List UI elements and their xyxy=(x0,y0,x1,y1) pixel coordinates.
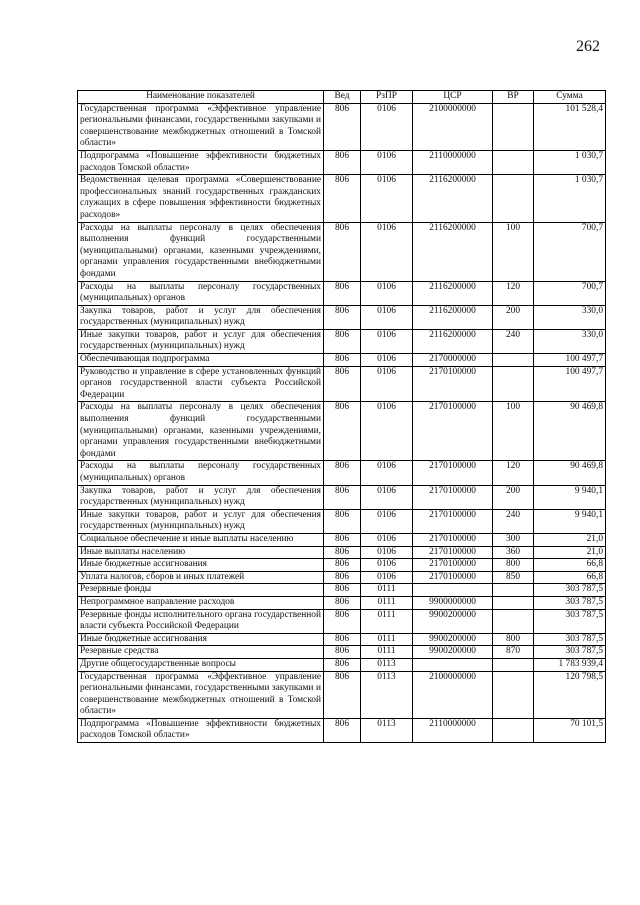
table-row xyxy=(78,584,606,597)
table-row xyxy=(78,402,606,461)
cell-csr: 2116200000 xyxy=(413,329,493,353)
cell-ved: 806 xyxy=(324,485,361,509)
cell-rzpr: 0106 xyxy=(361,366,413,402)
header-rzpr: РзПР xyxy=(361,91,413,104)
cell-rzpr: 0106 xyxy=(361,533,413,546)
cell-vr xyxy=(493,658,534,671)
table-row xyxy=(78,658,606,671)
cell-rzpr: 0111 xyxy=(361,596,413,609)
table-row xyxy=(78,366,606,402)
cell-ved: 806 xyxy=(324,329,361,353)
header-sum: Сумма xyxy=(534,91,606,104)
cell-rzpr: 0106 xyxy=(361,281,413,305)
cell-sum: 9 940,1 xyxy=(534,509,606,533)
cell-name: Ведомственная целевая программа «Совершенствование профессиональных знаний государственных гражданских служащих в сфере повышения эффективности бюджетных расходов» xyxy=(78,175,324,222)
cell-name: Резервные фонды исполнительного органа государственной власти субъекта Российской Федерации xyxy=(78,609,324,633)
cell-ved: 806 xyxy=(324,546,361,559)
cell-sum: 66,8 xyxy=(534,559,606,572)
cell-vr: 200 xyxy=(493,485,534,509)
cell-rzpr: 0106 xyxy=(361,402,413,461)
cell-csr: 9900200000 xyxy=(413,609,493,633)
table-row xyxy=(78,281,606,305)
cell-csr: 2116200000 xyxy=(413,305,493,329)
table-row xyxy=(78,509,606,533)
cell-csr: 9900200000 xyxy=(413,633,493,646)
cell-sum: 9 940,1 xyxy=(534,485,606,509)
cell-sum: 303 787,5 xyxy=(534,596,606,609)
cell-name: Расходы на выплаты персоналу государственных (муниципальных) органов xyxy=(78,461,324,485)
table-row xyxy=(78,571,606,584)
table-row xyxy=(78,305,606,329)
cell-rzpr: 0113 xyxy=(361,671,413,718)
cell-sum: 101 528,4 xyxy=(534,103,606,150)
cell-sum: 330,0 xyxy=(534,329,606,353)
cell-sum: 70 101,5 xyxy=(534,718,606,742)
cell-vr: 240 xyxy=(493,329,534,353)
cell-ved: 806 xyxy=(324,222,361,281)
header-csr: ЦСР xyxy=(413,91,493,104)
cell-rzpr: 0113 xyxy=(361,718,413,742)
cell-ved: 806 xyxy=(324,633,361,646)
cell-rzpr: 0106 xyxy=(361,305,413,329)
cell-csr: 2116200000 xyxy=(413,175,493,222)
cell-sum: 700,7 xyxy=(534,222,606,281)
cell-vr: 240 xyxy=(493,509,534,533)
cell-rzpr: 0106 xyxy=(361,329,413,353)
table-row xyxy=(78,671,606,718)
cell-csr: 2170000000 xyxy=(413,354,493,367)
cell-vr: 800 xyxy=(493,633,534,646)
table-row xyxy=(78,354,606,367)
cell-ved: 806 xyxy=(324,658,361,671)
cell-sum: 21,0 xyxy=(534,546,606,559)
cell-rzpr: 0106 xyxy=(361,571,413,584)
cell-rzpr: 0106 xyxy=(361,222,413,281)
cell-vr xyxy=(493,150,534,174)
cell-ved: 806 xyxy=(324,596,361,609)
cell-csr: 2170100000 xyxy=(413,509,493,533)
cell-csr: 2170100000 xyxy=(413,559,493,572)
cell-name: Расходы на выплаты персоналу в целях обеспечения выполнения функций государственными (муниципальными) органами, казенными учреждениями, органами управления государственными внебюджетными фондами xyxy=(78,222,324,281)
cell-vr xyxy=(493,584,534,597)
cell-vr: 360 xyxy=(493,546,534,559)
cell-csr xyxy=(413,584,493,597)
cell-sum: 303 787,5 xyxy=(534,633,606,646)
cell-rzpr: 0111 xyxy=(361,633,413,646)
cell-csr: 2170100000 xyxy=(413,366,493,402)
cell-csr: 2170100000 xyxy=(413,485,493,509)
cell-vr xyxy=(493,609,534,633)
cell-ved: 806 xyxy=(324,533,361,546)
cell-rzpr: 0111 xyxy=(361,646,413,659)
cell-ved: 806 xyxy=(324,609,361,633)
cell-name: Расходы на выплаты персоналу государственных (муниципальных) органов xyxy=(78,281,324,305)
cell-sum: 1 030,7 xyxy=(534,175,606,222)
cell-csr: 9900200000 xyxy=(413,646,493,659)
cell-sum: 303 787,5 xyxy=(534,609,606,633)
table-row xyxy=(78,596,606,609)
table-row xyxy=(78,103,606,150)
header-ved: Вед xyxy=(324,91,361,104)
cell-ved: 806 xyxy=(324,150,361,174)
cell-csr: 2170100000 xyxy=(413,402,493,461)
cell-name: Непрограммное направление расходов xyxy=(78,596,324,609)
cell-csr: 2170100000 xyxy=(413,533,493,546)
cell-sum: 1 783 939,4 xyxy=(534,658,606,671)
cell-name: Социальное обеспечение и иные выплаты населению xyxy=(78,533,324,546)
cell-csr: 2116200000 xyxy=(413,281,493,305)
cell-name: Подпрограмма «Повышение эффективности бюджетных расходов Томской области» xyxy=(78,150,324,174)
cell-ved: 806 xyxy=(324,646,361,659)
cell-ved: 806 xyxy=(324,175,361,222)
cell-vr: 300 xyxy=(493,533,534,546)
table-row xyxy=(78,533,606,546)
cell-rzpr: 0106 xyxy=(361,175,413,222)
cell-csr: 2100000000 xyxy=(413,671,493,718)
cell-name: Иные бюджетные ассигнования xyxy=(78,633,324,646)
cell-rzpr: 0111 xyxy=(361,584,413,597)
cell-vr xyxy=(493,175,534,222)
cell-name: Руководство и управление в сфере установленных функций органов государственной власти субъекта Российской Федерации xyxy=(78,366,324,402)
cell-vr: 100 xyxy=(493,222,534,281)
cell-ved: 806 xyxy=(324,281,361,305)
cell-rzpr: 0106 xyxy=(361,150,413,174)
header-name: Наименование показателей xyxy=(78,91,324,104)
cell-sum: 330,0 xyxy=(534,305,606,329)
cell-rzpr: 0111 xyxy=(361,609,413,633)
cell-name: Другие общегосударственные вопросы xyxy=(78,658,324,671)
cell-vr: 850 xyxy=(493,571,534,584)
cell-sum: 66,8 xyxy=(534,571,606,584)
table-row xyxy=(78,718,606,742)
cell-ved: 806 xyxy=(324,461,361,485)
cell-vr xyxy=(493,366,534,402)
table-row xyxy=(78,633,606,646)
cell-sum: 303 787,5 xyxy=(534,584,606,597)
cell-sum: 1 030,7 xyxy=(534,150,606,174)
table-row xyxy=(78,175,606,222)
cell-name: Подпрограмма «Повышение эффективности бюджетных расходов Томской области» xyxy=(78,718,324,742)
cell-ved: 806 xyxy=(324,584,361,597)
cell-csr: 2116200000 xyxy=(413,222,493,281)
cell-csr: 2110000000 xyxy=(413,150,493,174)
cell-ved: 806 xyxy=(324,402,361,461)
cell-name: Закупка товаров, работ и услуг для обеспечения государственных (муниципальных) нужд xyxy=(78,485,324,509)
budget-table xyxy=(77,90,606,743)
cell-sum: 120 798,5 xyxy=(534,671,606,718)
cell-rzpr: 0106 xyxy=(361,509,413,533)
cell-sum: 700,7 xyxy=(534,281,606,305)
cell-name: Иные выплаты населению xyxy=(78,546,324,559)
cell-name: Уплата налогов, сборов и иных платежей xyxy=(78,571,324,584)
cell-ved: 806 xyxy=(324,354,361,367)
cell-name: Иные закупки товаров, работ и услуг для обеспечения государственных (муниципальных) нужд xyxy=(78,509,324,533)
table-row xyxy=(78,609,606,633)
cell-vr: 120 xyxy=(493,461,534,485)
cell-vr: 200 xyxy=(493,305,534,329)
cell-csr: 2170100000 xyxy=(413,461,493,485)
cell-rzpr: 0106 xyxy=(361,461,413,485)
cell-csr: 2100000000 xyxy=(413,103,493,150)
cell-name: Государственная программа «Эффективное управление региональными финансами, государственными закупками и совершенствование межбюджетных отношений в Томской области» xyxy=(78,671,324,718)
cell-vr: 100 xyxy=(493,402,534,461)
cell-rzpr: 0106 xyxy=(361,485,413,509)
page-number: 262 xyxy=(576,38,600,55)
cell-sum: 303 787,5 xyxy=(534,646,606,659)
cell-name: Резервные фонды xyxy=(78,584,324,597)
table-row xyxy=(78,150,606,174)
cell-vr xyxy=(493,671,534,718)
header-vr: ВР xyxy=(493,91,534,104)
cell-ved: 806 xyxy=(324,571,361,584)
table-row xyxy=(78,559,606,572)
cell-name: Закупка товаров, работ и услуг для обеспечения государственных (муниципальных) нужд xyxy=(78,305,324,329)
cell-vr: 800 xyxy=(493,559,534,572)
table-row xyxy=(78,485,606,509)
cell-vr xyxy=(493,354,534,367)
cell-name: Обеспечивающая подпрограмма xyxy=(78,354,324,367)
cell-ved: 806 xyxy=(324,509,361,533)
cell-vr: 120 xyxy=(493,281,534,305)
cell-vr xyxy=(493,103,534,150)
table-row xyxy=(78,222,606,281)
table-header-row xyxy=(78,91,606,104)
cell-ved: 806 xyxy=(324,366,361,402)
cell-name: Государственная программа «Эффективное управление региональными финансами, государственными закупками и совершенствование межбюджетных отношений в Томской области» xyxy=(78,103,324,150)
cell-rzpr: 0106 xyxy=(361,354,413,367)
cell-sum: 21,0 xyxy=(534,533,606,546)
cell-rzpr: 0106 xyxy=(361,546,413,559)
cell-csr xyxy=(413,658,493,671)
cell-ved: 806 xyxy=(324,718,361,742)
cell-ved: 806 xyxy=(324,559,361,572)
cell-rzpr: 0106 xyxy=(361,559,413,572)
cell-ved: 806 xyxy=(324,671,361,718)
cell-ved: 806 xyxy=(324,103,361,150)
cell-csr: 9900000000 xyxy=(413,596,493,609)
cell-sum: 100 497,7 xyxy=(534,354,606,367)
cell-sum: 90 469,8 xyxy=(534,402,606,461)
cell-csr: 2110000000 xyxy=(413,718,493,742)
cell-rzpr: 0106 xyxy=(361,103,413,150)
cell-vr: 870 xyxy=(493,646,534,659)
table-row xyxy=(78,546,606,559)
cell-sum: 100 497,7 xyxy=(534,366,606,402)
cell-sum: 90 469,8 xyxy=(534,461,606,485)
cell-csr: 2170100000 xyxy=(413,571,493,584)
cell-name: Расходы на выплаты персоналу в целях обеспечения выполнения функций государственными (муниципальными) органами, казенными учреждениями, органами управления государственными внебюджетными фондами xyxy=(78,402,324,461)
cell-vr xyxy=(493,718,534,742)
cell-csr: 2170100000 xyxy=(413,546,493,559)
cell-ved: 806 xyxy=(324,305,361,329)
cell-name: Иные бюджетные ассигнования xyxy=(78,559,324,572)
cell-vr xyxy=(493,596,534,609)
table-row xyxy=(78,461,606,485)
cell-name: Резервные средства xyxy=(78,646,324,659)
table-row xyxy=(78,329,606,353)
table-row xyxy=(78,646,606,659)
cell-rzpr: 0113 xyxy=(361,658,413,671)
cell-name: Иные закупки товаров, работ и услуг для обеспечения государственных (муниципальных) нужд xyxy=(78,329,324,353)
